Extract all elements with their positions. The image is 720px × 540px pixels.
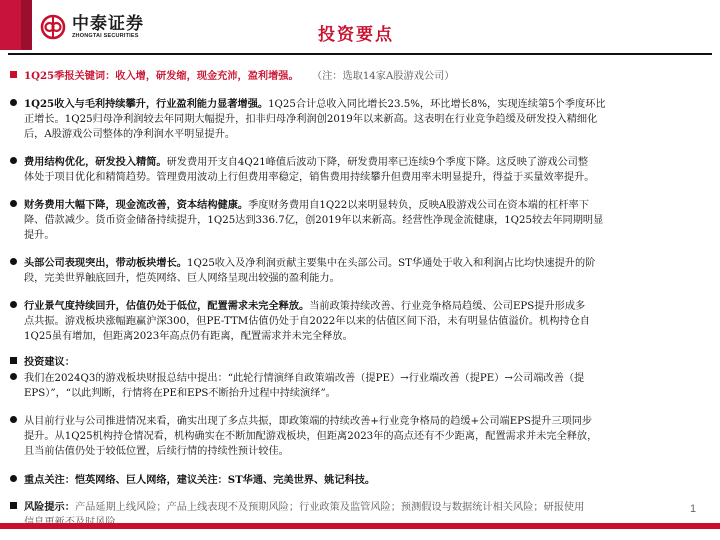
point-text: 体处于项目优化和精简趋势。管理费用波动上行但费用率稳定，销售费用持续攀升但费用率未明显提升，得益于买量效率提升。 [24, 172, 595, 183]
point-text: 点共振。游戏板块涨幅跑赢沪深300，但PE-TTM估值仍处于自2022年以来的估值区间下沿，未有明显估值溢价。机构持仓自 [24, 316, 590, 327]
advice-text: 提升。从1Q25机构持仓情况看，机构确实在不断加配游戏板块，但距离2023年的高点还有不少距离，配置需求并未完全释放， [24, 431, 598, 442]
page-number: 1 [690, 503, 697, 515]
advice-text: 从目前行业与公司推进情况来看，确实出现了多点共振，即政策端的持续改善+行业竞争格局的趋缓+公司端EPS提升三项同步 [24, 416, 593, 427]
header-divider [8, 53, 712, 55]
advice-label: 投资建议： [24, 356, 75, 368]
point-text: 季度财务费用自1Q22以来明显转负，反映A股游戏公司在资本端的杠杆率下 [248, 200, 589, 211]
advice-text: 且当前估值仍处于较低位置，后续行情的持续性预计较佳。 [24, 446, 289, 457]
point-text: 提升。 [24, 230, 55, 241]
point-heading: 费用结构优化，研发投入精简。 [24, 156, 167, 168]
square-bullet-icon [10, 69, 22, 84]
point-heading: 财务费用大幅下降，现金流改善，资本结构健康。 [24, 199, 249, 211]
round-bullet-icon [10, 371, 22, 386]
header-accent-bar-dark [21, 0, 32, 50]
round-bullet-icon [10, 155, 22, 170]
header-accent-bar [0, 0, 21, 50]
point-heading: 头部公司表现突出，带动板块增长。 [24, 257, 187, 269]
point-text: 1Q25虽有增加，但距离2023年高点仍有距离，配置需求并未完全释放。 [24, 331, 353, 342]
focus-text: 重点关注：恺英网络、巨人网络，建议关注：ST华通、完美世界、姚记科技。 [24, 474, 376, 486]
square-bullet-icon [10, 355, 22, 370]
point-text: 1Q25收入及净利润贡献主要集中在头部公司。ST华通处于收入和利润占比均快速提升的阶 [187, 258, 596, 269]
round-bullet-icon [10, 299, 22, 314]
point-text: 段，完美世界触底回升，恺英网络、巨人网络呈现出较强的盈利能力。 [24, 273, 340, 284]
advice-text: EPS）”，“以此判断，行情将在PE和EPS不断抬升过程中持续演绎”。 [24, 388, 336, 399]
keywords-note: （注：选取14家A股游戏公司） [311, 71, 455, 82]
keywords-label: 1Q25季报关键词：收入增，研发缩，现金充沛，盈利增强。 [24, 70, 299, 82]
zhongtai-logo-icon [40, 14, 66, 40]
point-text: 后，A股游戏公司整体的净利润水平明显提升。 [24, 129, 236, 140]
risk-label: 风险提示： [24, 501, 75, 513]
point-text: 正增长。1Q25归母净利润较去年同期大幅提升，扣非归母净利润创2019年以来新高。这表明在行业竞争趋缓及研发投入精细化 [24, 114, 598, 125]
round-bullet-icon [10, 414, 22, 429]
round-bullet-icon [10, 198, 22, 213]
square-bullet-icon [10, 500, 22, 515]
round-bullet-icon [10, 97, 22, 112]
footer-bar [0, 523, 720, 529]
point-heading: 1Q25收入与毛利持续攀升，行业盈利能力显著增强。 [24, 98, 269, 110]
point-text: 当前政策持续改善、行业竞争格局趋缓、公司EPS提升形成多 [309, 301, 586, 312]
point-heading: 行业景气度持续回升，估值仍处于低位，配置需求未完全释放。 [24, 300, 310, 312]
point-text: 降、借款减少。货币资金储备持续提升，1Q25达到336.7亿，创2019年以来新高。经营性净现金流健康，1Q25较去年同期明显 [24, 215, 604, 226]
logo-english-name: ZHONGTAI SECURITIES [72, 32, 139, 39]
page-title: 投资要点 [318, 25, 394, 45]
logo-chinese-name: 中泰证券 [72, 13, 144, 34]
advice-text: 我们在2024Q3的游戏板块财报总结中提出：“此轮行情演绎自政策端改善（提PE）→行业端改善（提PE）→公司端改善（提 [24, 373, 585, 384]
point-text: 研发费用开支自4Q21峰值后波动下降，研发费用率已连续9个季度下降。这反映了游戏公司整 [166, 157, 589, 168]
round-bullet-icon [10, 256, 22, 271]
round-bullet-icon [10, 473, 22, 488]
company-logo [40, 14, 144, 40]
risk-text: 产品延期上线风险；产品上线表现不及预期风险；行业政策及监管风险；预测假设与数据统计相关风险；研报使用 [74, 502, 585, 513]
point-text: 1Q25合计总收入同比增长23.5%，环比增长8%，实现连续第5个季度环比 [268, 99, 606, 110]
